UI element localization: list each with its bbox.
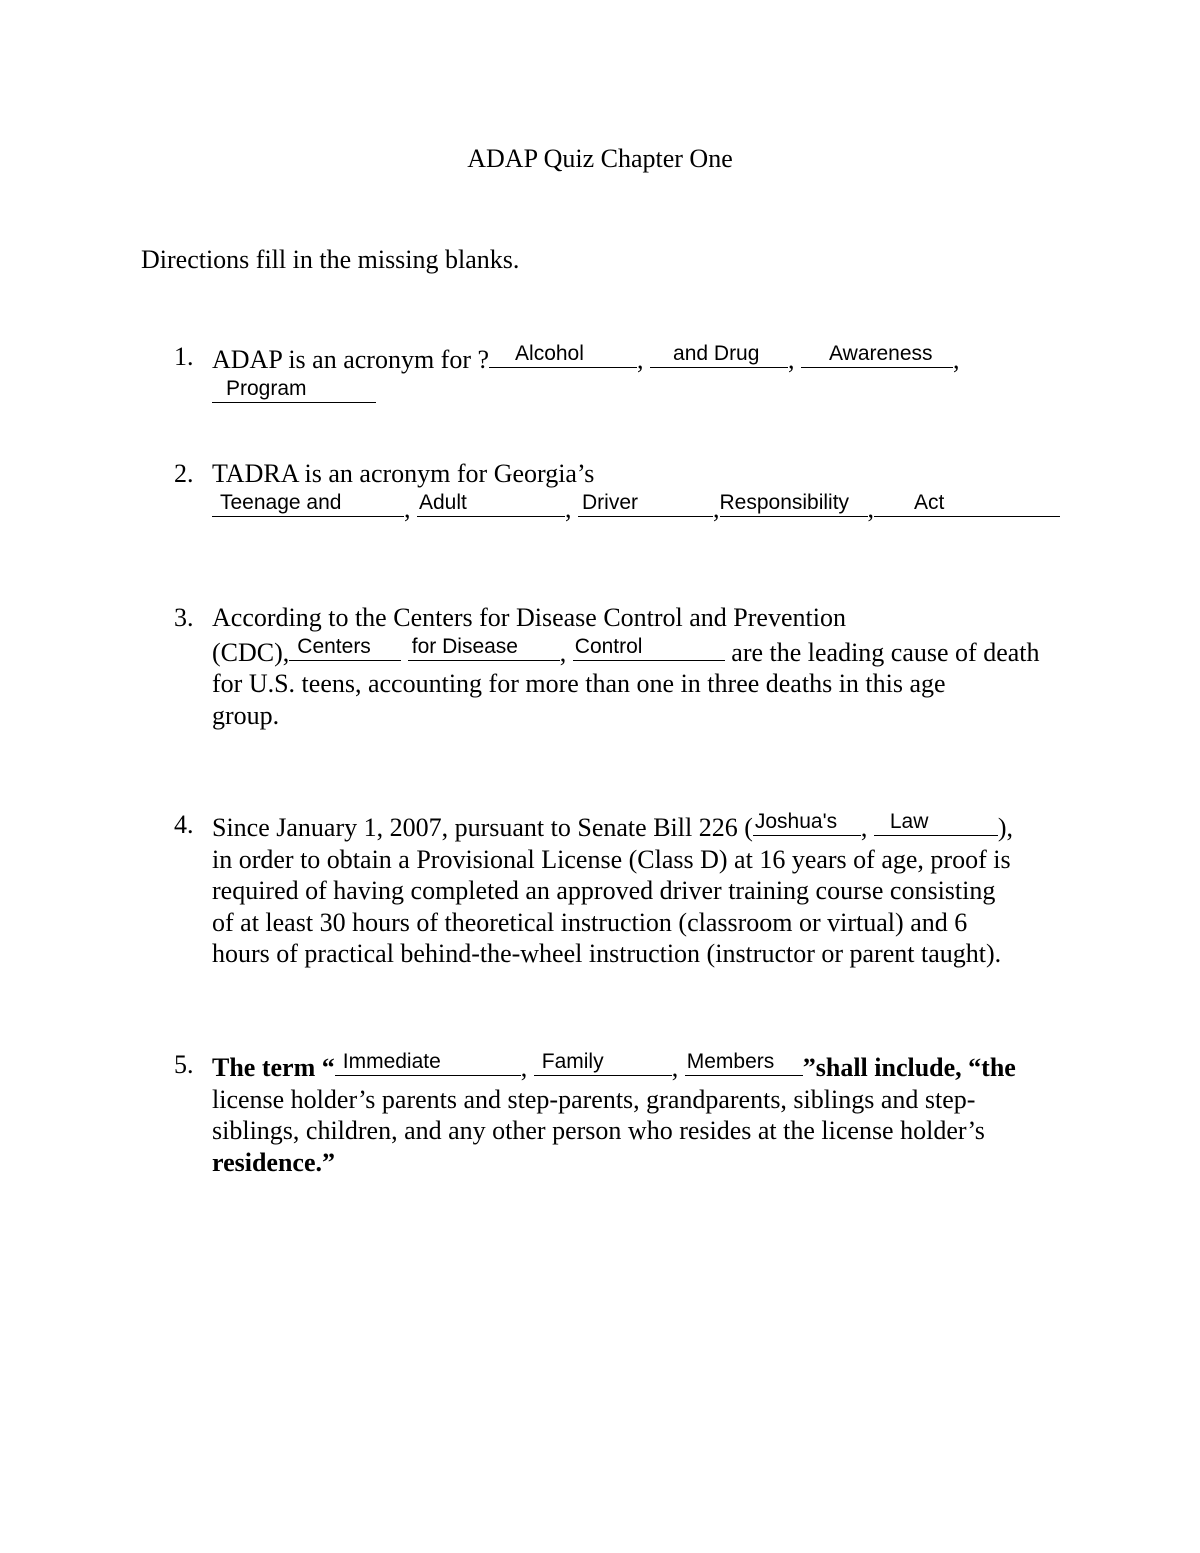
answer-text: and Drug <box>673 342 760 365</box>
question-text: According to the Centers for Disease Control and Prevention <box>212 603 846 632</box>
question-5: 5. The term “ Immediate , Family , Members ”shall include, “the license holder’s parents and step-parents, grandparents, siblings and step- siblings, children, and any other person who resides at the license holder’s residence.” <box>174 1050 1016 1177</box>
answer-blank <box>534 1049 672 1076</box>
answer-blank <box>212 490 404 517</box>
answer-text: Alcohol <box>515 342 584 365</box>
question-text: license holder’s parents and step-parents, grandparents, siblings and step- <box>212 1084 976 1114</box>
question-text: (CDC), <box>212 637 290 667</box>
question-text: The term “ <box>212 1053 335 1082</box>
answer-text: Program <box>226 376 307 400</box>
answer-blank <box>408 634 560 661</box>
question-1: 1. ADAP is an acronym for ? Alcohol , and Drug , Awareness , Program <box>174 341 1074 410</box>
answer-text: Driver <box>582 490 638 514</box>
question-text: TADRA is an acronym for Georgia’s <box>212 459 595 488</box>
answer-text: Law <box>889 810 929 833</box>
question-3: 3. According to the Centers for Disease Control and Prevention (CDC), Centers for Disease , Control are the leading cause of death for U.S. teens, accounting for more than one in three deaths in this age group. <box>174 603 1040 730</box>
question-number: 1. <box>174 342 194 371</box>
question-text: group. <box>212 700 280 730</box>
question-text: Since January 1, 2007, pursuant to Senate Bill 226 ( <box>212 813 753 842</box>
answer-blank <box>417 490 565 517</box>
answer-text: Members <box>686 1050 775 1073</box>
answer-blank <box>874 809 998 836</box>
question-text: residence.” <box>212 1147 335 1177</box>
answer-text: Control <box>574 634 643 658</box>
directions-text: Directions fill in the missing blanks. <box>141 245 520 274</box>
answer-text: Awareness <box>829 342 933 365</box>
question-number: 2. <box>174 459 194 488</box>
question-number: 3. <box>174 603 194 632</box>
answer-blank <box>753 809 861 836</box>
answer-blank <box>212 376 376 403</box>
answer-text: Adult <box>419 490 467 514</box>
question-text: ”shall include, “the <box>802 1053 1016 1082</box>
page-title: ADAP Quiz Chapter One <box>467 144 733 173</box>
answer-text: Joshua's <box>754 810 838 833</box>
question-text: for U.S. teens, accounting for more than one in three deaths in this age <box>212 669 946 698</box>
answer-blank <box>650 341 788 368</box>
answer-text: Act <box>914 490 945 514</box>
answer-text: Centers <box>297 634 371 658</box>
answer-blank <box>801 341 953 368</box>
answer-blank <box>335 1049 521 1076</box>
question-text: ), <box>997 813 1014 842</box>
question-4: 4. Since January 1, 2007, pursuant to Senate Bill 226 ( Joshua's , Law ), in order to obtain a Provisional License (Class D) at 16 years of age, proof is required of having completed an approved driver training course consisting of at least 30 hours of theoretical instruction (classroom or virtual) and 6 hours of practical behind-the-wheel instruction (instructor or parent taught). <box>174 810 1014 968</box>
answer-blank <box>720 490 868 517</box>
question-number: 5. <box>174 1050 194 1079</box>
answer-blank <box>573 634 725 661</box>
answer-blank <box>874 490 1060 517</box>
answer-text: for Disease <box>411 634 518 658</box>
answer-text: Family <box>541 1050 604 1073</box>
answer-blank <box>289 634 401 661</box>
answer-blank <box>685 1049 803 1076</box>
answer-text: Responsibility <box>719 490 850 514</box>
answer-blank <box>578 490 713 517</box>
answer-text: Immediate <box>342 1050 441 1073</box>
question-text: siblings, children, and any other person who resides at the license holder’s <box>212 1116 985 1145</box>
question-text: required of having completed an approved driver training course consisting <box>212 876 996 905</box>
question-text: are the leading cause of death <box>731 637 1040 667</box>
question-2: 2. TADRA is an acronym for Georgia’s Teenage and , Adult , Driver , Responsibility , Act <box>174 458 1074 524</box>
question-text: hours of practical behind-the-wheel instruction (instructor or parent taught). <box>212 939 1002 968</box>
question-text: ADAP is an acronym for ? <box>212 345 490 374</box>
answer-text: Teenage and <box>220 490 342 514</box>
answer-blank <box>489 341 637 368</box>
question-text: in order to obtain a Provisional License (Class D) at 16 years of age, proof is <box>212 844 1011 874</box>
question-text: of at least 30 hours of theoretical instruction (classroom or virtual) and 6 <box>212 907 968 937</box>
question-number: 4. <box>174 810 194 839</box>
